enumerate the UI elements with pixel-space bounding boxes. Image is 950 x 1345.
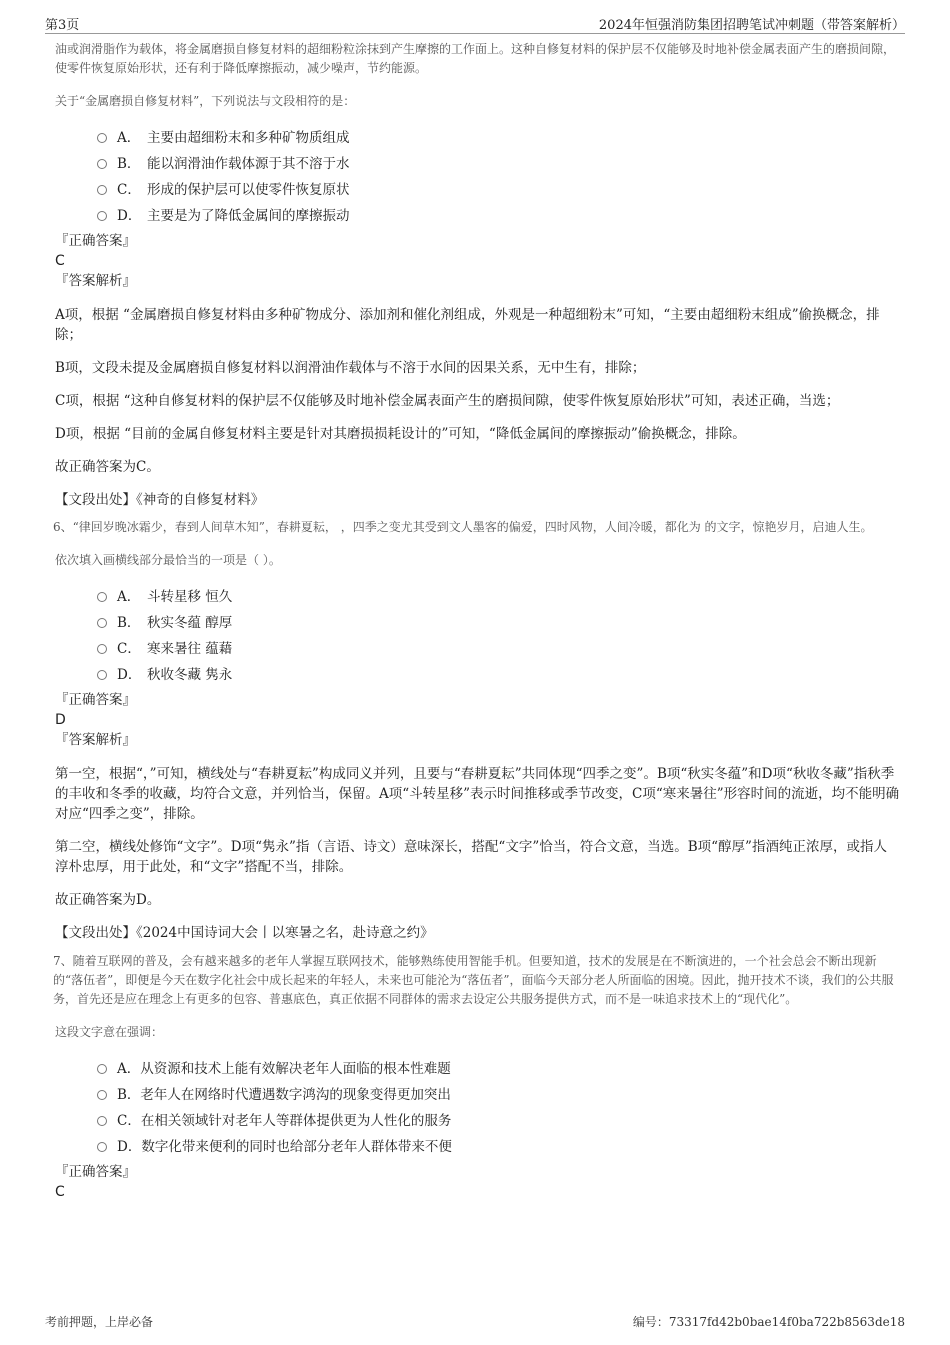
q6-analysis-heading: 『答案解析』 (55, 732, 136, 748)
q6-stem: 依次填入画横线部分最恰当的一项是（ ）。 (55, 553, 281, 567)
q7-option-a[interactable]: A． 从资源和技术上能有效解决老年人面临的根本性难题 (97, 1054, 900, 1080)
page-footer (45, 1313, 905, 1330)
radio-icon[interactable] (97, 592, 107, 602)
radio-icon[interactable] (97, 670, 107, 680)
page-header (45, 14, 905, 34)
radio-icon[interactable] (97, 159, 107, 169)
q5-options (97, 123, 900, 227)
q6-answer: D (55, 712, 66, 728)
q6-option-a[interactable]: A． 斗转星移 恒久 (97, 582, 900, 608)
q6-conclusion: 故正确答案为D。 (55, 892, 161, 908)
q7-option-c[interactable]: C． 在相关领域针对老年人等群体提供更为人性化的服务 (97, 1106, 900, 1132)
q7-answer: C (55, 1184, 65, 1200)
q7-answer-heading: 『正确答案』 (55, 1164, 136, 1180)
q5-analysis-b: B项，文段未提及金属磨损自修复材料以润滑油作载体与不溶于水间的因果关系，无中生有，排除； (55, 360, 646, 376)
q5-analysis-d: D项，根据 “目前的金属自修复材料主要是针对其磨损损耗设计的”可知，“降低金属间的摩擦振动”偷换概念，排除。 (55, 426, 746, 442)
q7-passage: 7、随着互联网的普及，会有越来越多的老年人掌握互联网技术，能够熟练使用智能手机。但要知道，技术的发展是在不断演进的，一个社会总会不断出现新的“落伍者”，即便是今天在数字化社会中成长起来的年轻人，未来也可能沦为“落伍者”，面临今天部分老人所面临的困境。因此，抛开技术不谈，我们的公共服务，首先还是应在理念上有更多的包容、普惠底色，真正依据不同群体的需求去设定公共服务提供方式，而不是一味追求技术上的“现代化”。 (53, 954, 894, 1006)
q6-option-d[interactable]: D． 秋收冬藏 隽永 (97, 660, 900, 686)
q5-conclusion: 故正确答案为C。 (55, 459, 160, 475)
radio-icon[interactable] (97, 185, 107, 195)
radio-icon[interactable] (97, 211, 107, 221)
q5-analysis-c: C项，根据 “这种自修复材料的保护层不仅能够及时地补偿金属表面产生的磨损间隙，使零件恢复原始形状”可知，表述正确，当选； (55, 393, 840, 409)
radio-icon[interactable] (97, 133, 107, 143)
q5-option-b[interactable]: B． 能以润滑油作载体源于其不溶于水 (97, 149, 900, 175)
radio-icon[interactable] (97, 1064, 107, 1074)
radio-icon[interactable] (97, 1116, 107, 1126)
q7-stem: 这段文字意在强调： (55, 1025, 164, 1039)
q6-passage: 6、“律回岁晚冰霜少，春到人间草木知”，春耕夏耘， ，四季之变尤其受到文人墨客的偏爱，四时风物，人间冷暖，都化为 的文字，惊艳岁月，启迪人生。 (53, 520, 873, 534)
q6-source: 【文段出处】《2024中国诗词大会丨以寒暑之名，赴诗意之约》 (55, 925, 434, 941)
header-divider (45, 33, 905, 34)
q7-option-d[interactable]: D． 数字化带来便利的同时也给部分老年人群体带来不便 (97, 1132, 900, 1158)
footer-slogan: 考前押题，上岸必备 (45, 1315, 154, 1329)
q6-answer-heading: 『正确答案』 (55, 692, 136, 708)
radio-icon[interactable] (97, 644, 107, 654)
q5-option-c[interactable]: C． 形成的保护层可以使零件恢复原状 (97, 175, 900, 201)
radio-icon[interactable] (97, 1090, 107, 1100)
q5-analysis-heading: 『答案解析』 (55, 273, 136, 289)
radio-icon[interactable] (97, 1142, 107, 1152)
q6-analysis-first-blank: 第一空，根据“，”可知，横线处与“春耕夏耘”构成同义并列，且要与“春耕夏耘”共同体现“四季之变”。B项“秋实冬蕴”和D项“秋收冬藏”指秋季的丰收和冬季的收藏，均符合文意，并列恰当，保留。A项“斗转星移”表示时间推移或季节改变，C项“寒来暑往”形容时间的流逝，均不能明确对应“四季之变”，排除。 (55, 766, 900, 822)
q6-options (97, 582, 900, 686)
q5-answer-heading: 『正确答案』 (55, 233, 136, 249)
q7-option-b[interactable]: B． 老年人在网络时代遭遇数字鸿沟的现象变得更加突出 (97, 1080, 900, 1106)
q5-analysis-a: A项，根据 “金属磨损自修复材料由多种矿物成分、添加剂和催化剂组成，外观是一种超细粉末”可知，“主要由超细粉末组成”偷换概念，排除； (55, 307, 880, 343)
document-title: 2024年恒强消防集团招聘笔试冲刺题（带答案解析） (598, 18, 905, 33)
document-body (55, 40, 900, 1202)
radio-icon[interactable] (97, 618, 107, 628)
q6-option-c[interactable]: C． 寒来暑往 蕴藉 (97, 634, 900, 660)
q5-passage: 油或润滑脂作为载体，将金属磨损自修复材料的超细粉粒涂抹到产生摩擦的工作面上。这种自修复材料的保护层不仅能够及时地补偿金属表面产生的磨损间隙，使零件恢复原始形状，还有利于降低摩擦振动，减少噪声，节约能源。 (55, 42, 896, 75)
page-number: 第3页 (45, 18, 80, 33)
q5-source: 【文段出处】《神奇的自修复材料》 (55, 492, 265, 508)
q5-stem: 关于“金属磨损自修复材料”，下列说法与文段相符的是： (55, 94, 356, 108)
q5-option-a[interactable]: A． 主要由超细粉末和多种矿物质组成 (97, 123, 900, 149)
q7-options (97, 1054, 900, 1158)
q5-option-d[interactable]: D． 主要是为了降低金属间的摩擦振动 (97, 201, 900, 227)
q6-option-b[interactable]: B． 秋实冬蕴 醇厚 (97, 608, 900, 634)
q6-analysis-second-blank: 第二空，横线处修饰“文字”。D项“隽永”指（言语、诗文）意味深长，搭配“文字”恰当，符合文意，当选。B项“醇厚”指酒纯正浓厚，或指人淳朴忠厚，用于此处，和“文字”搭配不当，排除。 (55, 839, 887, 875)
document-id: 编号：73317fd42b0bae14f0ba722b8563de18 (632, 1315, 905, 1329)
q5-answer: C (55, 253, 65, 269)
